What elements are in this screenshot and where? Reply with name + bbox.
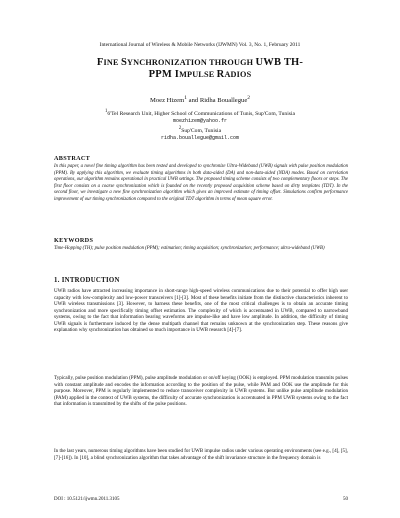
page-footer <box>54 497 348 502</box>
title-part: ADIOS <box>224 70 252 79</box>
journal-header: International Journal of Wireless & Mobile Networks (IJWMN) Vol. 3, No. 1, February 2011 <box>99 42 301 48</box>
affiliation-line: 6'Tel Research Unit, Higher School of Communications of Tunis, Sup'Com, Tunisia <box>107 110 295 117</box>
author-email[interactable]: moezhizem@yahoo.fr <box>172 117 227 124</box>
title-part: S <box>120 57 127 68</box>
affiliation-line: Sup'Com, Tunisia <box>181 127 222 134</box>
keywords-text: Time-Hopping (TH); pulse position modulation (PPM); estimation; timing acquisition; synchronization; performance; ultra-wideband (UWB) <box>54 246 325 251</box>
title-part: INE <box>103 58 121 67</box>
title-part: UWB TH- <box>255 57 304 68</box>
author-superscript: 2 <box>247 95 250 101</box>
keywords-heading: KEYWORDS <box>54 237 94 244</box>
doi[interactable]: DOI : 10.5121/ijwmn.2011.3105 <box>54 497 120 502</box>
intro-paragraph-3: In the last years, numerous timing algorithms have been studied for UWB impulse radios under various operating environments (see e.g., [4], [5], [7]-[16]). In [10], a blind synchronization algorithm that takes advantage of the shift invariance structure in the frequency domain is <box>54 448 348 461</box>
title-part: PPM I <box>148 69 180 80</box>
introduction-heading: 1. INTRODUCTION <box>54 277 120 284</box>
title-part: R <box>216 69 225 80</box>
affiliation-superscript: 1 <box>105 109 108 114</box>
title-part: YNCHRONIZATION THROUGH <box>127 58 256 67</box>
affiliation-superscript: 2 <box>178 125 182 131</box>
page-number: 50 <box>343 497 348 502</box>
author-email[interactable]: ridha.bouallegue@gmail.com <box>160 134 239 141</box>
abstract-text: In this paper, a novel fine timing algorithm has been tested and developed to synchronize Ultra-Wideband (UWB) signals with pulse position modulation (PPM). By applying this algorithm, we evaluate timing algorithms in both data-aided (DA) and non-data-aided (NDA) modes. Based on correlation operations, our algorithm remains operational in practical UWB settings. The proposed timing scheme consists of two complementary floors or steps. The first floor consists on a coarse synchronization which is founded on the recently proposed acquisition scheme based on dirty templates (TDT). In the second floor, we investigate a new fine synchronization algorithm which gives an improved estimate of timing offset. Simulations confirm performance improvement of our timing synchronization compared to the original TDT algorithm in terms of mean square error. <box>54 164 348 202</box>
author-superscript: 1 <box>184 95 187 101</box>
intro-paragraph-2: Typically, pulse position modulation (PPM), pulse amplitude modulation or on/off keying (OOK) is employed. PPM modulation transmits pulses with constant amplitude and encodes the information according to the position of the pulse, while PAM and OOK use the amplitude for this purpose. Moreover, PPM is regularly implemented to reduce transceiver complexity in UWB systems. But unlike pulse amplitude modulation (PAM) applied in the context of UWB systems, the difficulty of accurate synchronization is accentuated in PPM UWB systems owing to the fact that information is transmitted by the shifts of the pulse positions. <box>54 375 348 408</box>
title-part: F <box>96 57 104 68</box>
paper-title <box>60 57 340 81</box>
abstract-heading: ABSTRACT <box>54 155 91 162</box>
author-name: and Ridha Bouallegue <box>187 97 248 105</box>
intro-paragraph-1: UWB radios have attracted increasing importance in short-range high-speed wireless communications due to their potential to offer high user capacity with low-complexity and low-power transceivers [1]-[3]. Most of these benefits initiate from the distinctive characteristics inherent to UWB wireless transmissions [3]. However, to harness these benefits, one of the most critical challenges is to obtain an accurate timing synchronization and more specifically timing offset estimation. The complexity of which is accentuated in UWB, compared to narrowband systems, owing to the fact that information bearing waveforms are impulse-like and have low amplitude. In addition, the difficulty of timing UWB signals is furthermore induced by the dense multipath channel that remains unknown at the synchronization step. These reasons give explanation why synchronization has obtained so much importance in UWB research [4]-[7]. <box>54 288 348 334</box>
author-name: Moez Hizem <box>150 97 185 105</box>
affiliations <box>0 108 400 142</box>
authors <box>0 95 400 104</box>
title-part: MPULSE <box>179 70 217 79</box>
